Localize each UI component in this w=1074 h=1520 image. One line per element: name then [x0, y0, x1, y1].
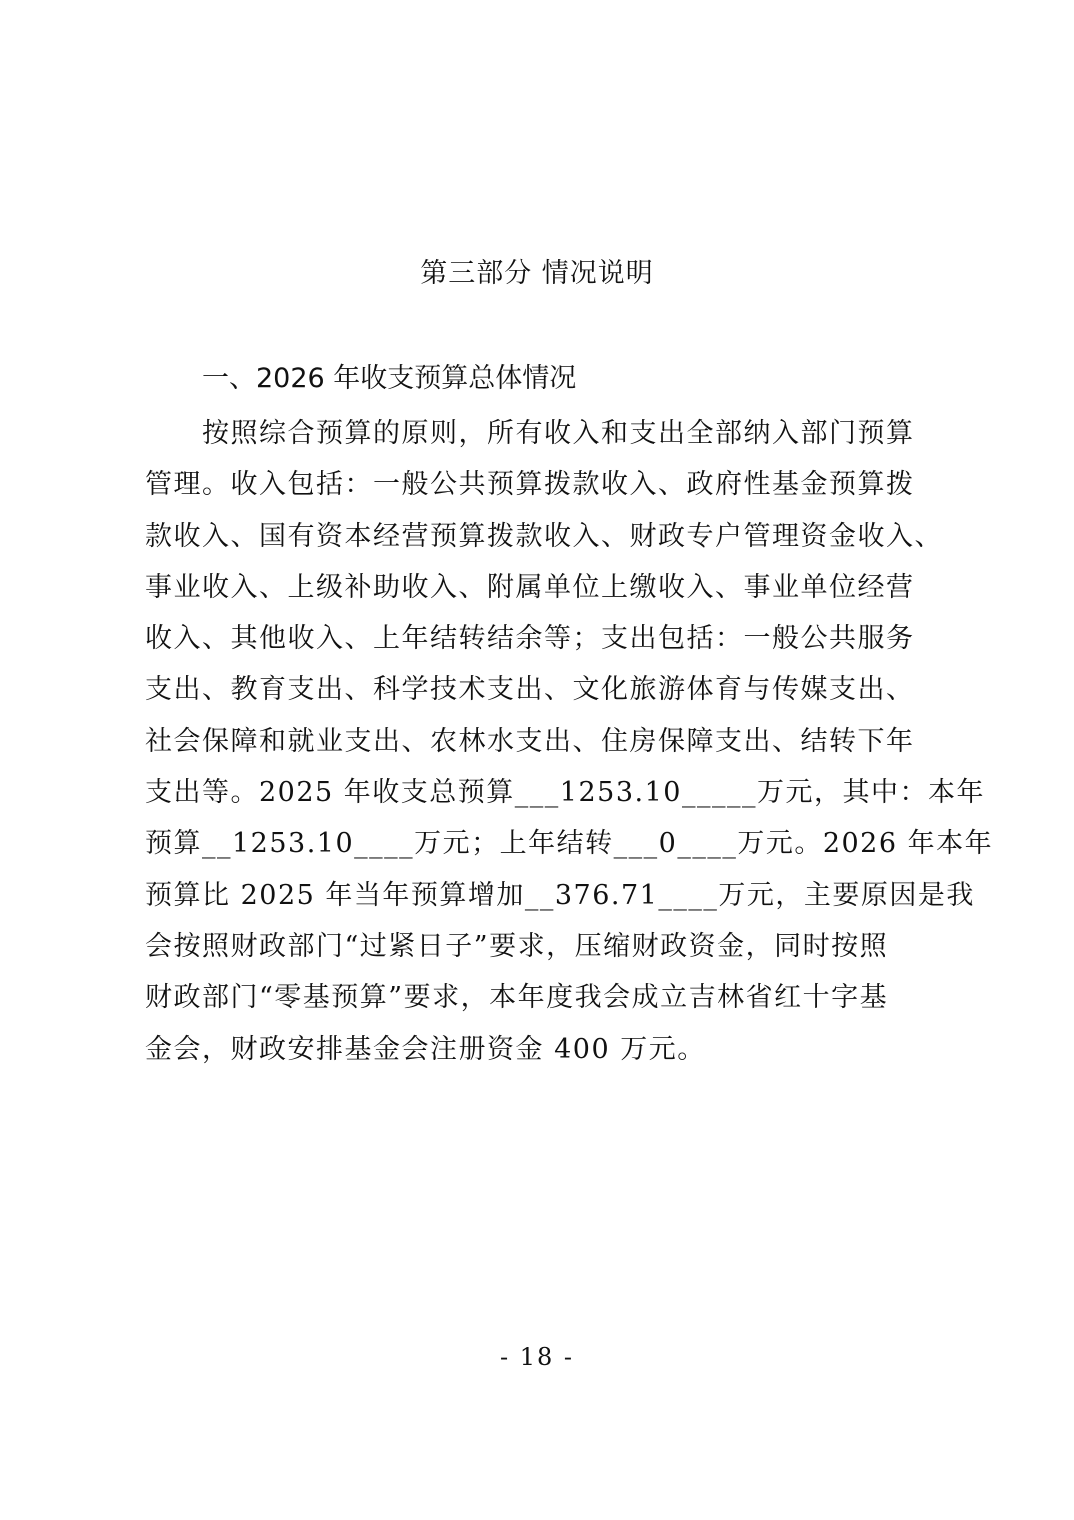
paragraph-line: 社会保障和就业支出、农林水支出、住房保障支出、结转下年	[145, 725, 915, 757]
paragraph-line: 款收入、国有资本经营预算拨款收入、财政专户管理资金收入、	[145, 520, 943, 552]
paragraph-line: 支出等。2025 年收支总预算___1253.10_____万元，其中：本年	[145, 777, 985, 809]
paragraph-line: 按照综合预算的原则，所有收入和支出全部纳入部门预算	[202, 418, 915, 449]
paragraph-line: 事业收入、上级补助收入、附属单位上缴收入、事业单位经营	[145, 571, 915, 603]
paragraph-line: 收入、其他收入、上年结转结余等；支出包括：一般公共服务	[145, 623, 915, 655]
paragraph-line: 支出、教育支出、科学技术支出、文化旅游体育与传媒支出、	[145, 674, 915, 706]
page-number: - 18 -	[499, 1343, 574, 1371]
paragraph-line: 管理。收入包括：一般公共预算拨款收入、政府性基金预算拨	[145, 469, 915, 501]
page-title: 第三部分 情况说明	[420, 258, 654, 289]
paragraph-line: 金会，财政安排基金会注册资金 400 万元。	[145, 1033, 706, 1065]
paragraph-line: 财政部门“零基预算”要求，本年度我会成立吉林省红十字基	[145, 982, 889, 1014]
paragraph-line: 预算__1253.10____万元；上年结转___0____万元。2026 年本年	[145, 828, 994, 860]
body-paragraph	[145, 408, 994, 1075]
paragraph-line: 会按照财政部门“过紧日子”要求，压缩财政资金，同时按照	[145, 930, 889, 962]
section-heading: 一、2026 年收支预算总体情况	[202, 363, 577, 394]
paragraph-line: 预算比 2025 年当年预算增加__376.71____万元，主要原因是我	[145, 879, 975, 911]
